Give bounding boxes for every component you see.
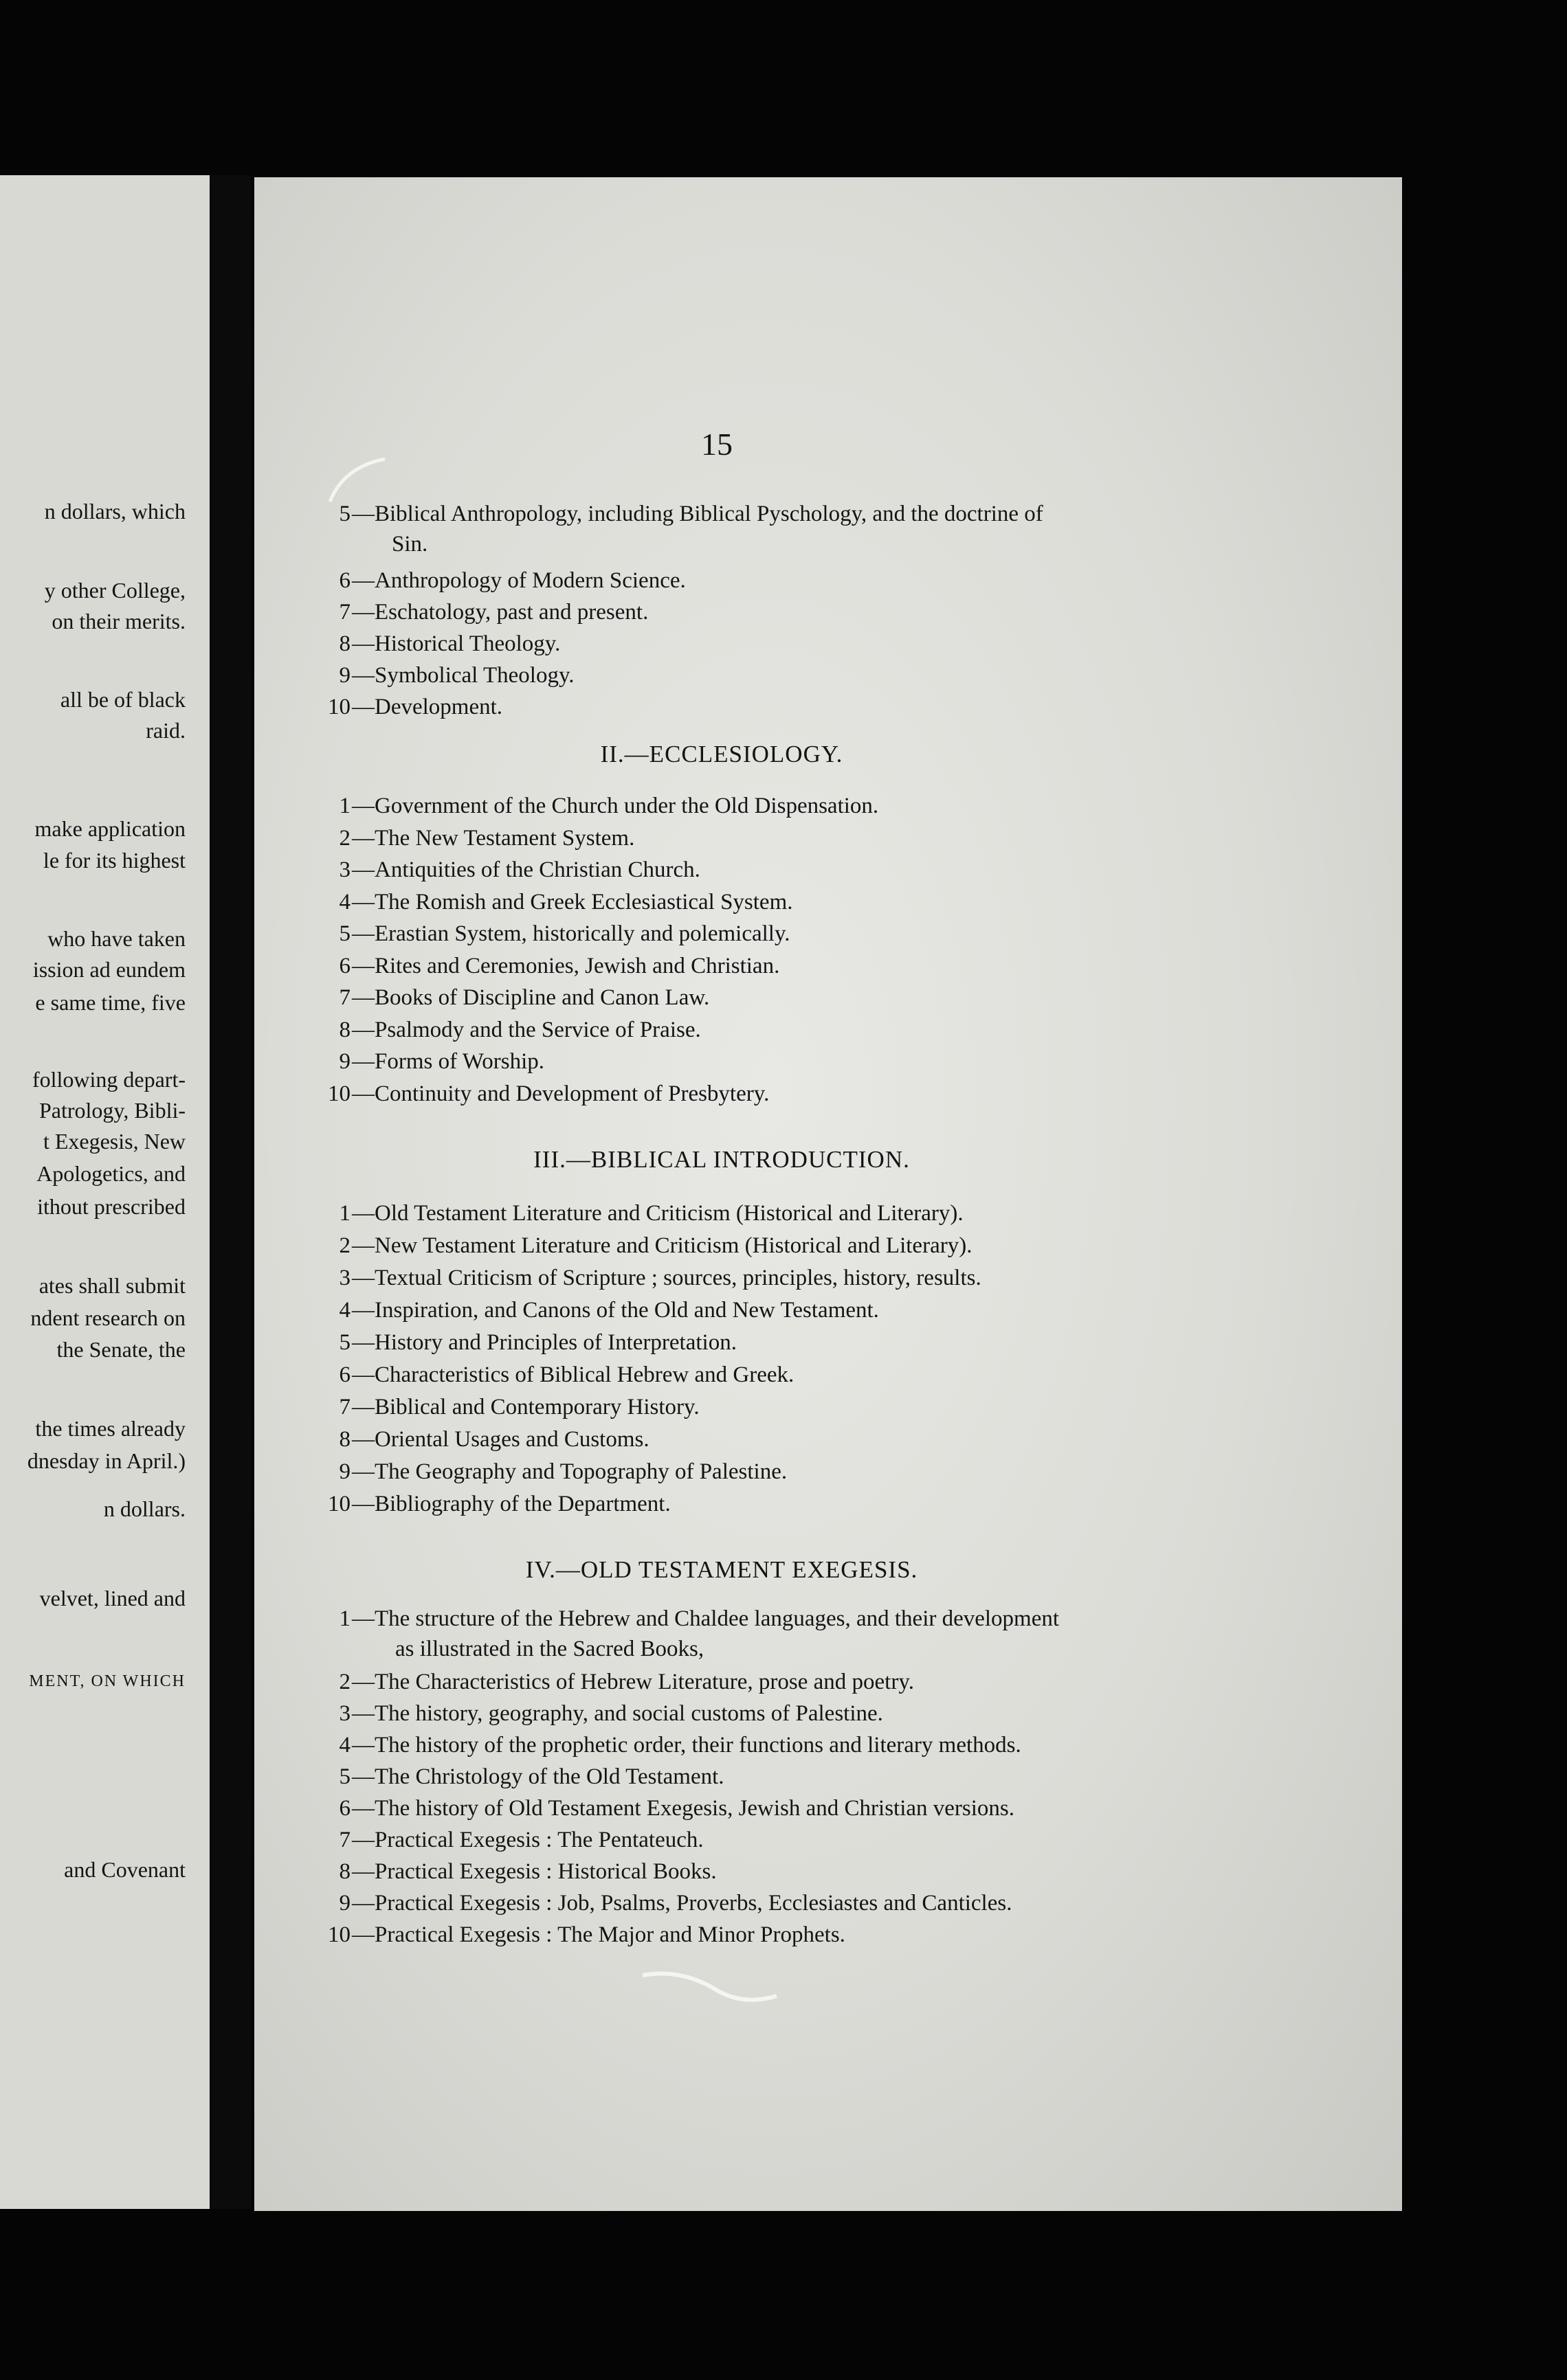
list-item-number: 9 xyxy=(339,1891,351,1916)
list-item-number: 7 xyxy=(339,985,351,1010)
list-item-number: 9 xyxy=(339,663,351,688)
list-item-number: 3 xyxy=(339,1701,351,1726)
facing-page-line: e same time, five xyxy=(35,990,186,1015)
page-number: 15 xyxy=(701,427,733,462)
list-item-continuation: Sin. xyxy=(392,532,428,557)
facing-page-line: n dollars, which xyxy=(44,499,186,524)
list-item-text: —The Romish and Greek Ecclesiastical System. xyxy=(352,890,793,914)
list-item-number: 9 xyxy=(339,1459,351,1484)
list-item-text: —Biblical and Contemporary History. xyxy=(352,1395,700,1419)
facing-page-line: the Senate, the xyxy=(56,1337,186,1362)
list-item-number: 10 xyxy=(328,1492,351,1516)
facing-page-line: make application xyxy=(34,816,186,841)
list-item-text: —The Characteristics of Hebrew Literature, prose and poetry. xyxy=(352,1670,914,1694)
list-item-number: 10 xyxy=(328,695,351,719)
list-item-number: 1 xyxy=(339,1201,351,1226)
list-item-text: —The New Testament System. xyxy=(352,826,635,851)
list-item-number: 7 xyxy=(339,600,351,625)
facing-page-line: dnesday in April.) xyxy=(27,1448,186,1473)
list-item-number: 5 xyxy=(339,1764,351,1789)
list-item-number: 10 xyxy=(328,1922,351,1947)
section-heading-ecclesiology: II.—ECCLESIOLOGY. xyxy=(600,741,843,767)
list-item-text: —The Christology of the Old Testament. xyxy=(352,1764,724,1789)
list-item-text: —The structure of the Hebrew and Chaldee languages, and their development xyxy=(352,1606,1060,1631)
list-item-text: —Practical Exegesis : The Major and Minor Prophets. xyxy=(352,1922,845,1947)
list-item-text: —Textual Criticism of Scripture ; sources, principles, history, results. xyxy=(352,1266,981,1290)
list-item-text: —Characteristics of Biblical Hebrew and Greek. xyxy=(352,1362,794,1387)
pencil-mark-top xyxy=(323,453,405,508)
list-item-text: —The history of Old Testament Exegesis, Jewish and Christian versions. xyxy=(352,1796,1015,1821)
list-item-text: —Biblical Anthropology, including Biblical Pyschology, and the doctrine of xyxy=(352,502,1043,526)
list-item-text: —New Testament Literature and Criticism (Historical and Literary). xyxy=(352,1233,973,1258)
list-item-text: —The history of the prophetic order, their functions and literary methods. xyxy=(352,1733,1021,1758)
facing-page-line: MENT, ON WHICH xyxy=(29,1672,186,1690)
list-item-number: 4 xyxy=(339,1298,351,1323)
list-item-text: —Practical Exegesis : Job, Psalms, Proverbs, Ecclesiastes and Canticles. xyxy=(352,1891,1012,1916)
facing-page-line: ndent research on xyxy=(30,1305,186,1330)
list-item-text: —Psalmody and the Service of Praise. xyxy=(352,1018,701,1042)
facing-page-line: t Exegesis, New xyxy=(43,1129,186,1154)
list-item-text: —Erastian System, historically and polemically. xyxy=(352,921,790,946)
facing-page-line: raid. xyxy=(146,718,186,743)
section-heading-biblical-introduction: III.—BIBLICAL INTRODUCTION. xyxy=(533,1146,910,1173)
list-item-number: 4 xyxy=(339,1733,351,1758)
list-item-text: —Oriental Usages and Customs. xyxy=(352,1427,649,1452)
facing-page-line: on their merits. xyxy=(52,609,186,633)
list-item-number: 10 xyxy=(328,1081,351,1106)
list-item-number: 3 xyxy=(339,1266,351,1290)
facing-page-line: who have taken xyxy=(47,926,186,951)
list-item-number: 9 xyxy=(339,1049,351,1074)
list-item-text: —The history, geography, and social customs of Palestine. xyxy=(352,1701,883,1726)
list-item-text: —History and Principles of Interpretation. xyxy=(352,1330,737,1355)
list-item-number: 6 xyxy=(339,1362,351,1387)
list-item-number: 2 xyxy=(339,1670,351,1694)
facing-page-line: ithout prescribed xyxy=(37,1194,186,1219)
list-item-number: 6 xyxy=(339,568,351,593)
list-item-text: —Rites and Ceremonies, Jewish and Christian. xyxy=(352,954,780,978)
facing-page-line: velvet, lined and xyxy=(39,1586,186,1610)
list-item-number: 8 xyxy=(339,631,351,656)
list-item-text: —Symbolical Theology. xyxy=(352,663,575,688)
facing-page-line: and Covenant xyxy=(64,1857,186,1882)
list-item-number: 8 xyxy=(339,1018,351,1042)
facing-page-line: the times already xyxy=(35,1416,186,1441)
pencil-mark-bottom xyxy=(639,1968,818,2023)
list-item-number: 6 xyxy=(339,954,351,978)
facing-page-line: ission ad eundem xyxy=(32,957,186,982)
list-item-text: —Books of Discipline and Canon Law. xyxy=(352,985,710,1010)
list-item-number: 1 xyxy=(339,794,351,818)
list-item-number: 8 xyxy=(339,1859,351,1884)
list-item-continuation: as illustrated in the Sacred Books, xyxy=(395,1637,704,1661)
facing-page-line: ates shall submit xyxy=(38,1273,186,1298)
list-item-text: —Antiquities of the Christian Church. xyxy=(352,857,700,882)
facing-page-line: following depart- xyxy=(32,1067,186,1092)
facing-page-line: y other College, xyxy=(44,578,186,603)
section-heading-old-testament-exegesis: IV.—OLD TESTAMENT EXEGESIS. xyxy=(525,1556,918,1583)
list-item-number: 6 xyxy=(339,1796,351,1821)
list-item-text: —Bibliography of the Department. xyxy=(352,1492,671,1516)
list-item-number: 3 xyxy=(339,857,351,882)
facing-page-line: Apologetics, and xyxy=(36,1161,186,1186)
list-item-text: —Inspiration, and Canons of the Old and New Testament. xyxy=(352,1298,879,1323)
facing-page-line: n dollars. xyxy=(103,1496,186,1521)
list-item-text: —Continuity and Development of Presbytery. xyxy=(352,1081,770,1106)
list-item-text: —The Geography and Topography of Palestine. xyxy=(352,1459,788,1484)
list-item-number: 5 xyxy=(339,502,351,526)
facing-page-line: le for its highest xyxy=(43,848,186,873)
list-item-text: —Eschatology, past and present. xyxy=(352,600,649,625)
list-item-number: 5 xyxy=(339,921,351,946)
list-item-text: —Practical Exegesis : The Pentateuch. xyxy=(352,1828,704,1852)
facing-page-line: all be of black xyxy=(60,687,186,712)
list-item-text: —Old Testament Literature and Criticism (Historical and Literary). xyxy=(352,1201,964,1226)
facing-page-line: Patrology, Bibli- xyxy=(38,1098,186,1123)
list-item-number: 7 xyxy=(339,1828,351,1852)
list-item-number: 8 xyxy=(339,1427,351,1452)
list-item-number: 1 xyxy=(339,1606,351,1631)
book-spine xyxy=(210,175,251,2209)
list-item-number: 5 xyxy=(339,1330,351,1355)
facing-page-left xyxy=(0,175,210,2209)
list-item-text: —Development. xyxy=(352,695,503,719)
list-item-number: 7 xyxy=(339,1395,351,1419)
list-item-text: —Government of the Church under the Old Dispensation. xyxy=(352,794,879,818)
list-item-text: —Forms of Worship. xyxy=(352,1049,545,1074)
list-item-text: —Historical Theology. xyxy=(352,631,561,656)
list-item-text: —Anthropology of Modern Science. xyxy=(352,568,686,593)
list-item-number: 2 xyxy=(339,826,351,851)
list-item-number: 2 xyxy=(339,1233,351,1258)
list-item-text: —Practical Exegesis : Historical Books. xyxy=(352,1859,717,1884)
list-item-number: 4 xyxy=(339,890,351,914)
